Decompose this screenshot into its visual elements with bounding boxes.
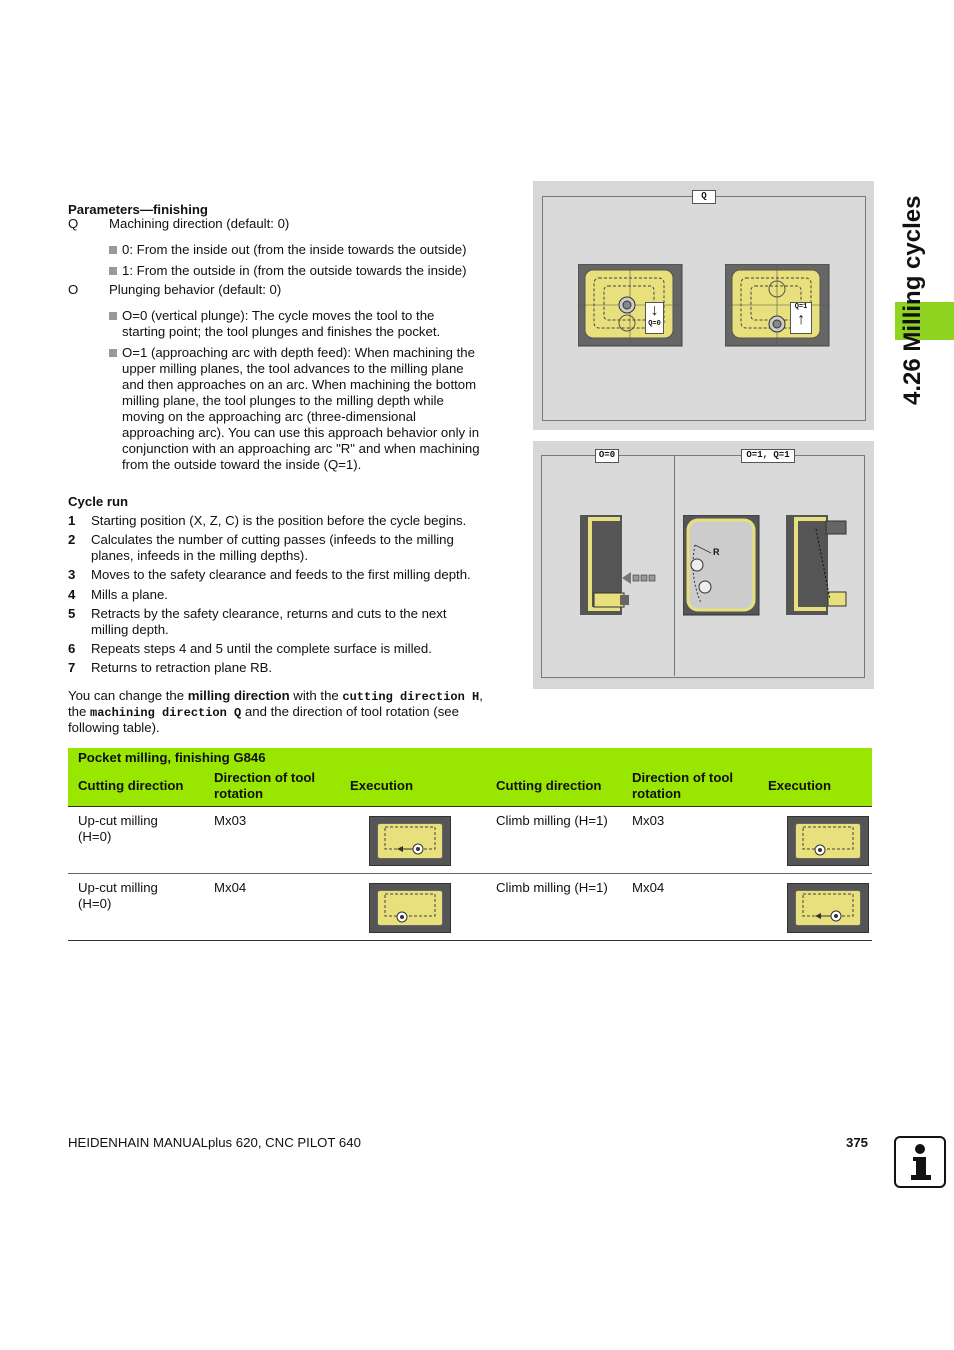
col-tool-rotation: Direction of tool rotation — [214, 770, 316, 801]
param-o-option-1-line: approaching arc). You can use this approach behavior only in — [122, 425, 480, 440]
note-line-1 — [68, 688, 483, 704]
option-text: O=1 (approaching arc with depth feed): When machining the — [122, 345, 475, 360]
param-o-option-1-line: moving on the approaching arc (three-dimensional — [122, 409, 416, 424]
col-cutting-direction: Cutting direction — [78, 778, 184, 793]
param-o-option-0 — [109, 308, 434, 323]
col-tool-rotation-2: Direction of tool rotation — [632, 770, 734, 801]
execution-diagram — [369, 816, 451, 866]
step-number: 3 — [68, 567, 76, 582]
figure-divider — [674, 455, 675, 676]
cell-rotation: Mx04 — [632, 880, 665, 895]
col-cutting-direction-2: Cutting direction — [496, 778, 602, 793]
arrow-left-icon — [622, 571, 658, 585]
step-number: 6 — [68, 641, 76, 656]
figure-label-o1-q1: O=1, Q=1 — [741, 449, 795, 463]
table-rule — [68, 806, 872, 807]
bullet-icon — [109, 349, 117, 357]
step-text: Moves to the safety clearance and feeds to the first milling depth. — [91, 567, 471, 582]
footer-title: HEIDENHAIN MANUALplus 620, CNC PILOT 640 — [68, 1135, 361, 1150]
note-code: machining direction Q — [90, 706, 242, 720]
o0-side-view — [580, 515, 630, 617]
cell-direction: Up-cut milling (H=0) — [78, 813, 158, 844]
cell-direction: Climb milling (H=1) — [496, 880, 608, 895]
option-text: 1: From the outside in (from the outside towards the inside) — [122, 263, 467, 278]
step-number: 1 — [68, 513, 76, 528]
table-rule — [68, 873, 872, 874]
tool-path-icon — [377, 823, 443, 859]
arc-label-r: R — [713, 547, 720, 557]
page-number: 375 — [846, 1135, 869, 1150]
bullet-icon — [109, 246, 117, 254]
tag-q1 — [790, 302, 812, 334]
step-text: Returns to retraction plane RB. — [91, 660, 273, 675]
params-heading: Parameters—finishing — [68, 202, 208, 217]
info-icon — [894, 1136, 946, 1188]
param-q-desc: Machining direction (default: 0) — [109, 216, 290, 231]
figure-label-q: Q — [692, 190, 716, 204]
o1-top-view — [683, 515, 761, 617]
execution-diagram — [787, 816, 869, 866]
bullet-icon — [109, 267, 117, 275]
param-o-option-1-line: milling plane, the tool plunges to the milling depth while — [122, 393, 444, 408]
tool-path-icon — [795, 823, 861, 859]
step-number: 7 — [68, 660, 76, 675]
step-text: Calculates the number of cutting passes (infeeds to the milling — [91, 532, 454, 547]
step-number: 4 — [68, 587, 76, 602]
step-text: Mills a plane. — [91, 587, 168, 602]
figure-plunging-behavior — [533, 441, 874, 689]
param-o-option-1-line: from the outside toward the inside (Q=1). — [122, 457, 362, 472]
note-code: cutting direction H — [342, 690, 480, 704]
param-q-option-0 — [109, 242, 467, 257]
cell-rotation: Mx03 — [214, 813, 247, 828]
step-number: 2 — [68, 532, 76, 547]
info-glyph — [896, 1138, 944, 1186]
cell-direction: Climb milling (H=1) — [496, 813, 608, 828]
param-o-option-1 — [109, 345, 475, 360]
tool-path-icon — [795, 890, 861, 926]
cycle-run-heading: Cycle run — [68, 494, 129, 509]
note-text: and the direction of tool rotation (see — [241, 704, 459, 719]
param-o-option-1-line: and then approaches on an arc. When machining the bottom — [122, 377, 477, 392]
option-text: O=0 (vertical plunge): The cycle moves the tool to the — [122, 308, 435, 323]
execution-diagram — [787, 883, 869, 933]
step-text: planes, infeeds in the milling depths). — [91, 548, 308, 563]
param-o-option-1-line: upper milling planes, the tool advances to the milling plane — [122, 361, 464, 376]
note-bold: milling direction — [187, 688, 290, 703]
param-q-option-1 — [109, 263, 467, 278]
table-rule — [68, 940, 872, 941]
tool-path-icon — [377, 890, 443, 926]
tag-q0 — [645, 302, 664, 334]
col-execution-2: Execution — [768, 778, 832, 793]
step-number: 5 — [68, 606, 76, 621]
pocket-q1-diagram — [725, 264, 831, 347]
tag-text: Q=0 — [648, 320, 661, 328]
note-text: the — [68, 704, 90, 719]
o1-side-view — [786, 515, 850, 617]
note-line-3: following table). — [68, 720, 160, 735]
note-line-2 — [68, 704, 459, 720]
param-o-option-1-line: conjunction with an approaching arc "R" and when machining — [122, 441, 480, 456]
svg-text:4.26 Milling cycles: 4.26 Milling cycles — [899, 195, 926, 405]
param-o-option-0-cont: starting point; the tool plunges and finishes the pocket. — [122, 324, 441, 339]
bullet-icon — [109, 312, 117, 320]
col-execution: Execution — [350, 778, 414, 793]
cell-rotation: Mx04 — [214, 880, 247, 895]
note-text: , — [479, 688, 483, 703]
arrow-up-icon: ↑ — [796, 311, 806, 329]
table-title: Pocket milling, finishing G846 — [78, 750, 266, 765]
step-text: Retracts by the safety clearance, returns and cuts to the next — [91, 606, 447, 621]
option-text: 0: From the inside out (from the inside towards the outside) — [122, 242, 467, 257]
step-text: Repeats steps 4 and 5 until the complete surface is milled. — [91, 641, 432, 656]
step-text: Starting position (X, Z, C) is the position before the cycle begins. — [91, 513, 467, 528]
arrow-down-icon: ↓ — [649, 302, 660, 320]
param-q-letter: Q — [68, 216, 79, 231]
param-o-desc: Plunging behavior (default: 0) — [109, 282, 282, 297]
param-o-letter: O — [68, 282, 79, 297]
step-text: milling depth. — [91, 622, 169, 637]
note-text: You can change the — [68, 688, 188, 703]
execution-diagram — [369, 883, 451, 933]
figure-label-o0: O=0 — [595, 449, 619, 463]
cell-direction: Up-cut milling (H=0) — [78, 880, 158, 911]
pocket-q0-diagram — [578, 264, 684, 347]
note-text: with the — [289, 688, 343, 703]
tag-text: Q=1 — [794, 303, 808, 311]
cell-rotation: Mx03 — [632, 813, 665, 828]
figure-machining-direction — [533, 181, 874, 430]
section-title-vertical — [892, 180, 932, 410]
